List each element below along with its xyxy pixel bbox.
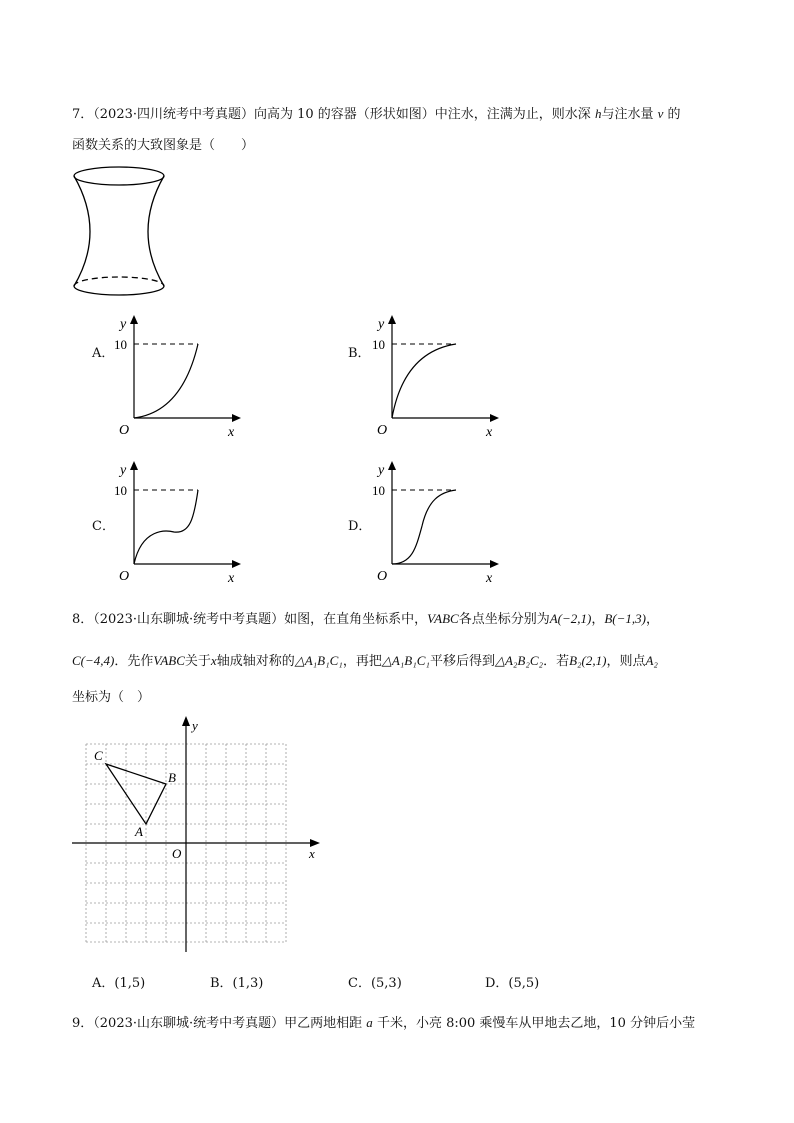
q7-text3: 的 bbox=[667, 107, 681, 122]
q8-number: 8． bbox=[72, 612, 94, 627]
fig-label-x: x bbox=[309, 846, 315, 861]
q8-line3: 坐标为（ ） bbox=[72, 690, 151, 705]
graph-c-x: x bbox=[228, 571, 235, 583]
fig-label-b: B bbox=[168, 770, 176, 785]
q9-source: （2023·山东聊城·统考中考真题） bbox=[93, 1016, 285, 1031]
q8-tri-abc: VABC bbox=[427, 611, 459, 626]
graph-d-x: x bbox=[486, 571, 493, 583]
q8-text3: ．先作 bbox=[114, 654, 154, 669]
q8-text6: ，再把 bbox=[342, 654, 382, 669]
container-figure bbox=[66, 162, 176, 302]
q8-text4: 关于 bbox=[184, 654, 211, 669]
q7-number: 7． bbox=[72, 107, 94, 122]
graph-c-y: y bbox=[120, 463, 127, 478]
graph-b-ten: 10 bbox=[372, 337, 385, 352]
q8-tri2: △A₂B₂C₂ bbox=[494, 653, 544, 668]
fig-label-y: y bbox=[192, 718, 198, 733]
q8-option-b: B．(1,3) bbox=[210, 976, 264, 991]
q8-text2: 各点坐标分别为 bbox=[458, 612, 550, 627]
q8-option-a: A．(1,5) bbox=[92, 976, 146, 991]
graph-c-o: O bbox=[119, 569, 130, 583]
q7-option-a-letter: A． bbox=[92, 346, 115, 361]
q9-line1 bbox=[72, 1012, 695, 1031]
q8-tri1: △A₁B₁C₁ bbox=[294, 653, 343, 668]
q7-line2: 函数关系的大致图象是（ ） bbox=[72, 138, 255, 153]
q8-line1: 8．（2023·山东聊城·统考中考真题）如图，在直角坐标系中，VABC各点坐标分别为A(−2,1)，B(−1,3)， bbox=[72, 611, 659, 627]
graph-d-y: y bbox=[378, 463, 385, 478]
q8-text5: 轴成轴对称的 bbox=[216, 654, 295, 669]
graph-a-x: x bbox=[228, 425, 235, 437]
q7-option-a-graph bbox=[110, 312, 250, 437]
q7-option-c-graph bbox=[110, 458, 250, 583]
q8-x-axis: x bbox=[210, 653, 217, 668]
graph-b-x: x bbox=[486, 425, 493, 437]
q8-text8: ．若 bbox=[543, 654, 570, 669]
q8-option-c: C．(5,3) bbox=[348, 976, 402, 991]
q9-number: 9． bbox=[72, 1016, 94, 1031]
q8-option-d: D．(5,5) bbox=[485, 976, 540, 991]
q7-line1 bbox=[72, 103, 681, 122]
graph-d-o: O bbox=[377, 569, 388, 583]
q7-text2: 与注水量 bbox=[601, 107, 654, 122]
graph-a-ten: 10 bbox=[114, 337, 127, 352]
q7-option-b-letter: B． bbox=[348, 346, 371, 361]
q9-text2: 千米，小亮 8:00 乘慢车从甲地去乙地，10 分钟后小莹 bbox=[376, 1016, 696, 1031]
graph-b-y: y bbox=[378, 317, 385, 332]
q8-point-c: C(−4,4) bbox=[72, 653, 115, 668]
q7-option-d-letter: D． bbox=[348, 519, 372, 534]
q7-option-b-graph bbox=[368, 312, 508, 437]
graph-b-o: O bbox=[377, 423, 388, 437]
fig-label-c: C bbox=[94, 748, 103, 763]
graph-a-o: O bbox=[119, 423, 130, 437]
q8-a2: A₂ bbox=[645, 653, 658, 668]
q9-text1: 甲乙两地相距 bbox=[284, 1016, 363, 1031]
q7-option-c-letter: C． bbox=[92, 519, 115, 534]
q7-var-v: v bbox=[657, 106, 664, 121]
q7-source: （2023·四川统考中考真题） bbox=[93, 107, 254, 122]
q9-var-a: a bbox=[366, 1015, 373, 1030]
graph-c-ten: 10 bbox=[114, 483, 127, 498]
q8-tri-abc-2: VABC bbox=[153, 653, 185, 668]
q8-text9: ，则点 bbox=[606, 654, 646, 669]
q7-option-d-graph bbox=[368, 458, 508, 583]
q8-point-b: B(−1,3) bbox=[604, 611, 646, 626]
q8-point-a: A(−2,1) bbox=[549, 611, 592, 626]
q8-source: （2023·山东聊城·统考中考真题） bbox=[93, 612, 285, 627]
q8-tri1-b: △A₁B₁C₁ bbox=[381, 653, 430, 668]
graph-d-ten: 10 bbox=[372, 483, 385, 498]
q7-var-h: h bbox=[594, 106, 602, 121]
q8-line2 bbox=[72, 650, 658, 669]
q8-text1: 如图，在直角坐标系中， bbox=[284, 612, 428, 627]
q8-coordinate-figure bbox=[66, 712, 336, 962]
graph-a-y: y bbox=[120, 317, 127, 332]
q8-b2: B₂(2,1) bbox=[569, 653, 607, 668]
q7-text1: 向高为 10 的容器（形状如图）中注水，注满为止，则水深 bbox=[254, 107, 591, 122]
q8-text7: 平移后得到 bbox=[429, 654, 495, 669]
fig-label-o: O bbox=[172, 846, 182, 861]
fig-label-a: A bbox=[135, 824, 143, 839]
